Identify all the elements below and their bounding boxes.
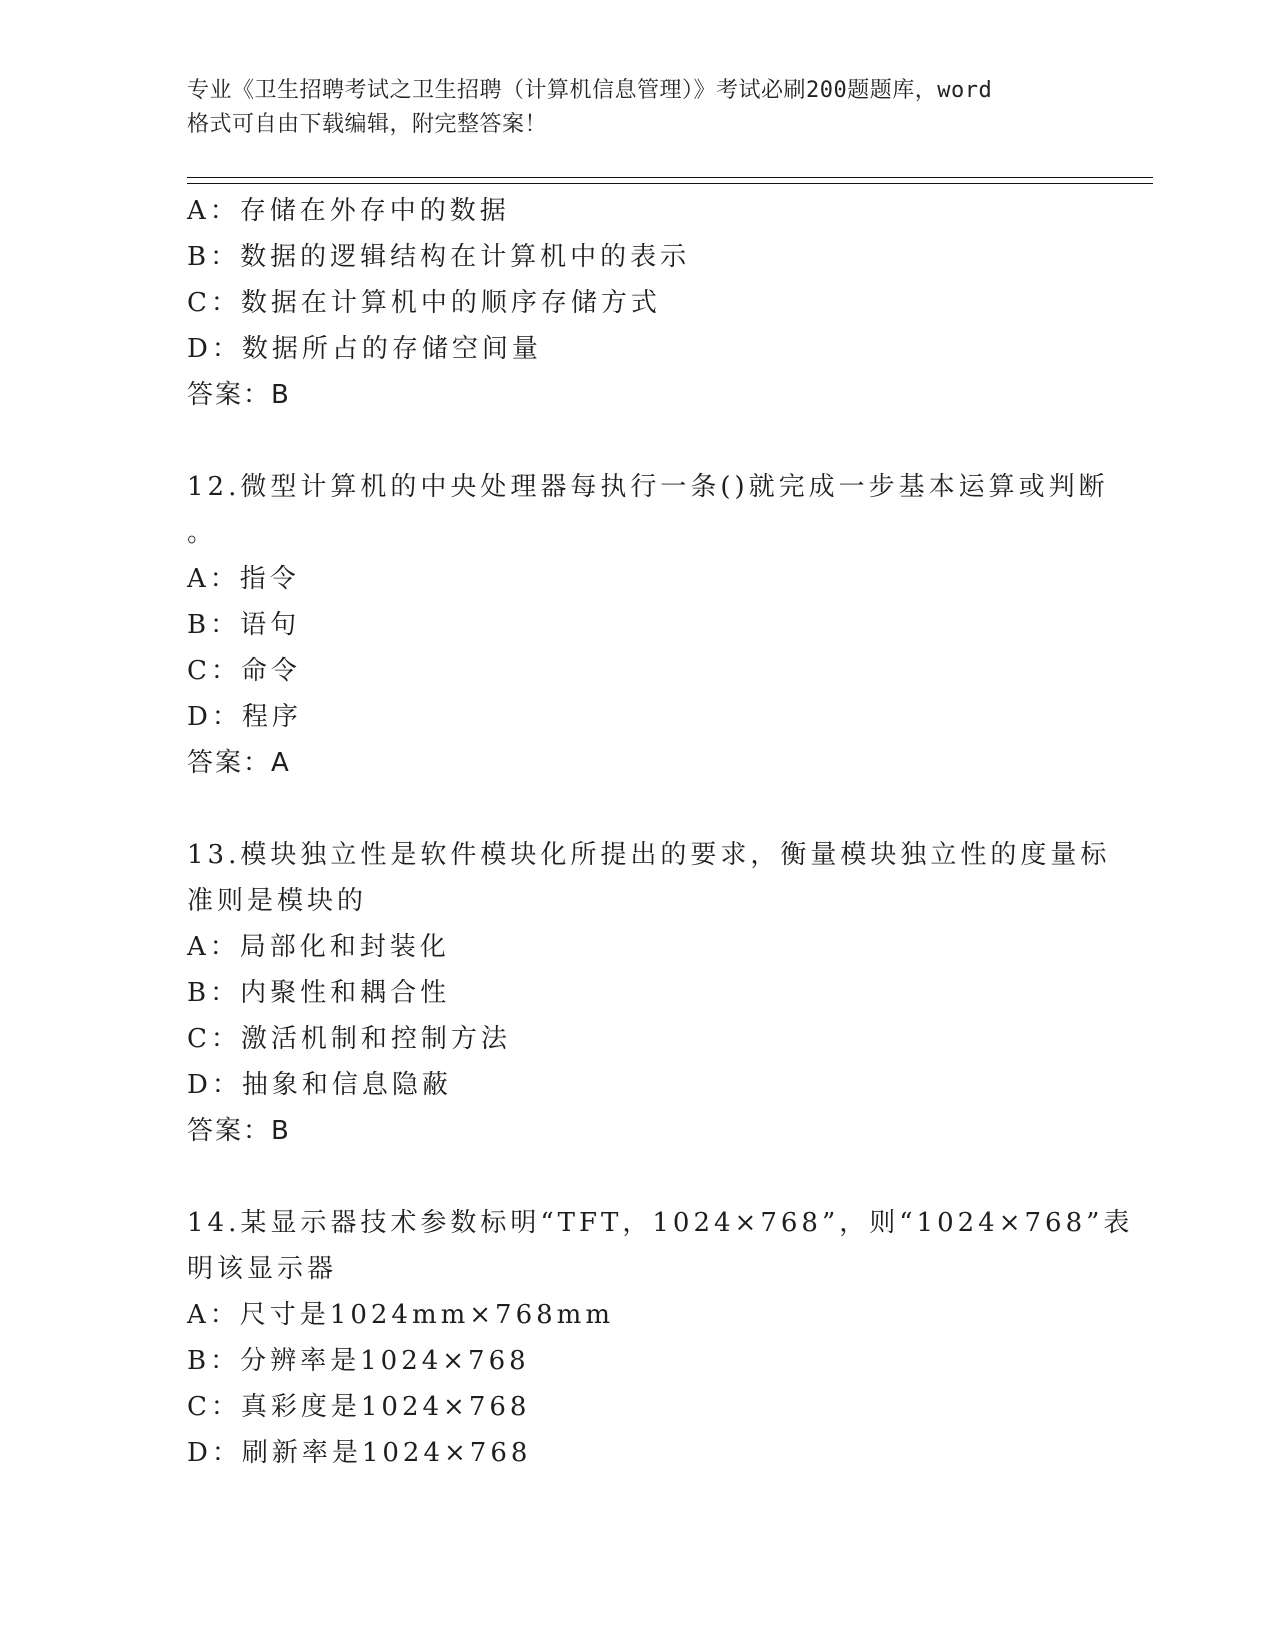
question-14 bbox=[187, 1200, 1134, 1476]
option-b: B：内聚性和耦合性 bbox=[187, 978, 451, 1008]
question-11 bbox=[187, 188, 1087, 418]
option-a: A：指令 bbox=[187, 564, 300, 594]
question-stem-continued: 准则是模块的 bbox=[187, 886, 368, 916]
option-c: C：真彩度是1024×768 bbox=[187, 1392, 531, 1422]
option-d: D：数据所占的存储空间量 bbox=[187, 334, 542, 364]
option-b: B：语句 bbox=[187, 610, 301, 640]
answer: 答案：B bbox=[187, 1116, 291, 1146]
option-a: A：存储在外存中的数据 bbox=[187, 196, 510, 226]
question-12 bbox=[187, 464, 1109, 786]
option-a: A：尺寸是1024mm×768mm bbox=[187, 1300, 614, 1330]
question-list bbox=[187, 188, 1134, 1476]
option-b: B：分辨率是1024×768 bbox=[187, 1346, 530, 1376]
document-header bbox=[187, 74, 1087, 142]
option-d: D：刷新率是1024×768 bbox=[187, 1438, 532, 1468]
question-stem-continued: 。 bbox=[187, 518, 218, 548]
answer: 答案：B bbox=[187, 380, 291, 410]
question-stem: 13.模块独立性是软件模块化所提出的要求，衡量模块独立性的度量标 bbox=[187, 840, 1111, 870]
question-13 bbox=[187, 832, 1111, 1154]
header-divider-top bbox=[187, 177, 1153, 178]
question-stem: 14.某显示器技术参数标明“TFT，1024×768”，则“1024×768”表 bbox=[187, 1208, 1134, 1238]
option-c: C：命令 bbox=[187, 656, 301, 686]
header-line-1: 专业《卫生招聘考试之卫生招聘（计算机信息管理）》考试必刷200题题库，word bbox=[187, 78, 993, 103]
option-c: C：激活机制和控制方法 bbox=[187, 1024, 511, 1054]
header-divider-bottom bbox=[187, 183, 1153, 184]
header-line-2: 格式可自由下载编辑，附完整答案！ bbox=[187, 112, 548, 137]
option-d: D：程序 bbox=[187, 702, 302, 732]
question-stem-continued: 明该显示器 bbox=[187, 1254, 338, 1284]
answer: 答案：A bbox=[187, 748, 291, 778]
option-b: B：数据的逻辑结构在计算机中的表示 bbox=[187, 242, 691, 272]
option-d: D：抽象和信息隐蔽 bbox=[187, 1070, 452, 1100]
question-stem: 12.微型计算机的中央处理器每执行一条()就完成一步基本运算或判断 bbox=[187, 472, 1109, 502]
option-c: C：数据在计算机中的顺序存储方式 bbox=[187, 288, 661, 318]
option-a: A：局部化和封装化 bbox=[187, 932, 450, 962]
